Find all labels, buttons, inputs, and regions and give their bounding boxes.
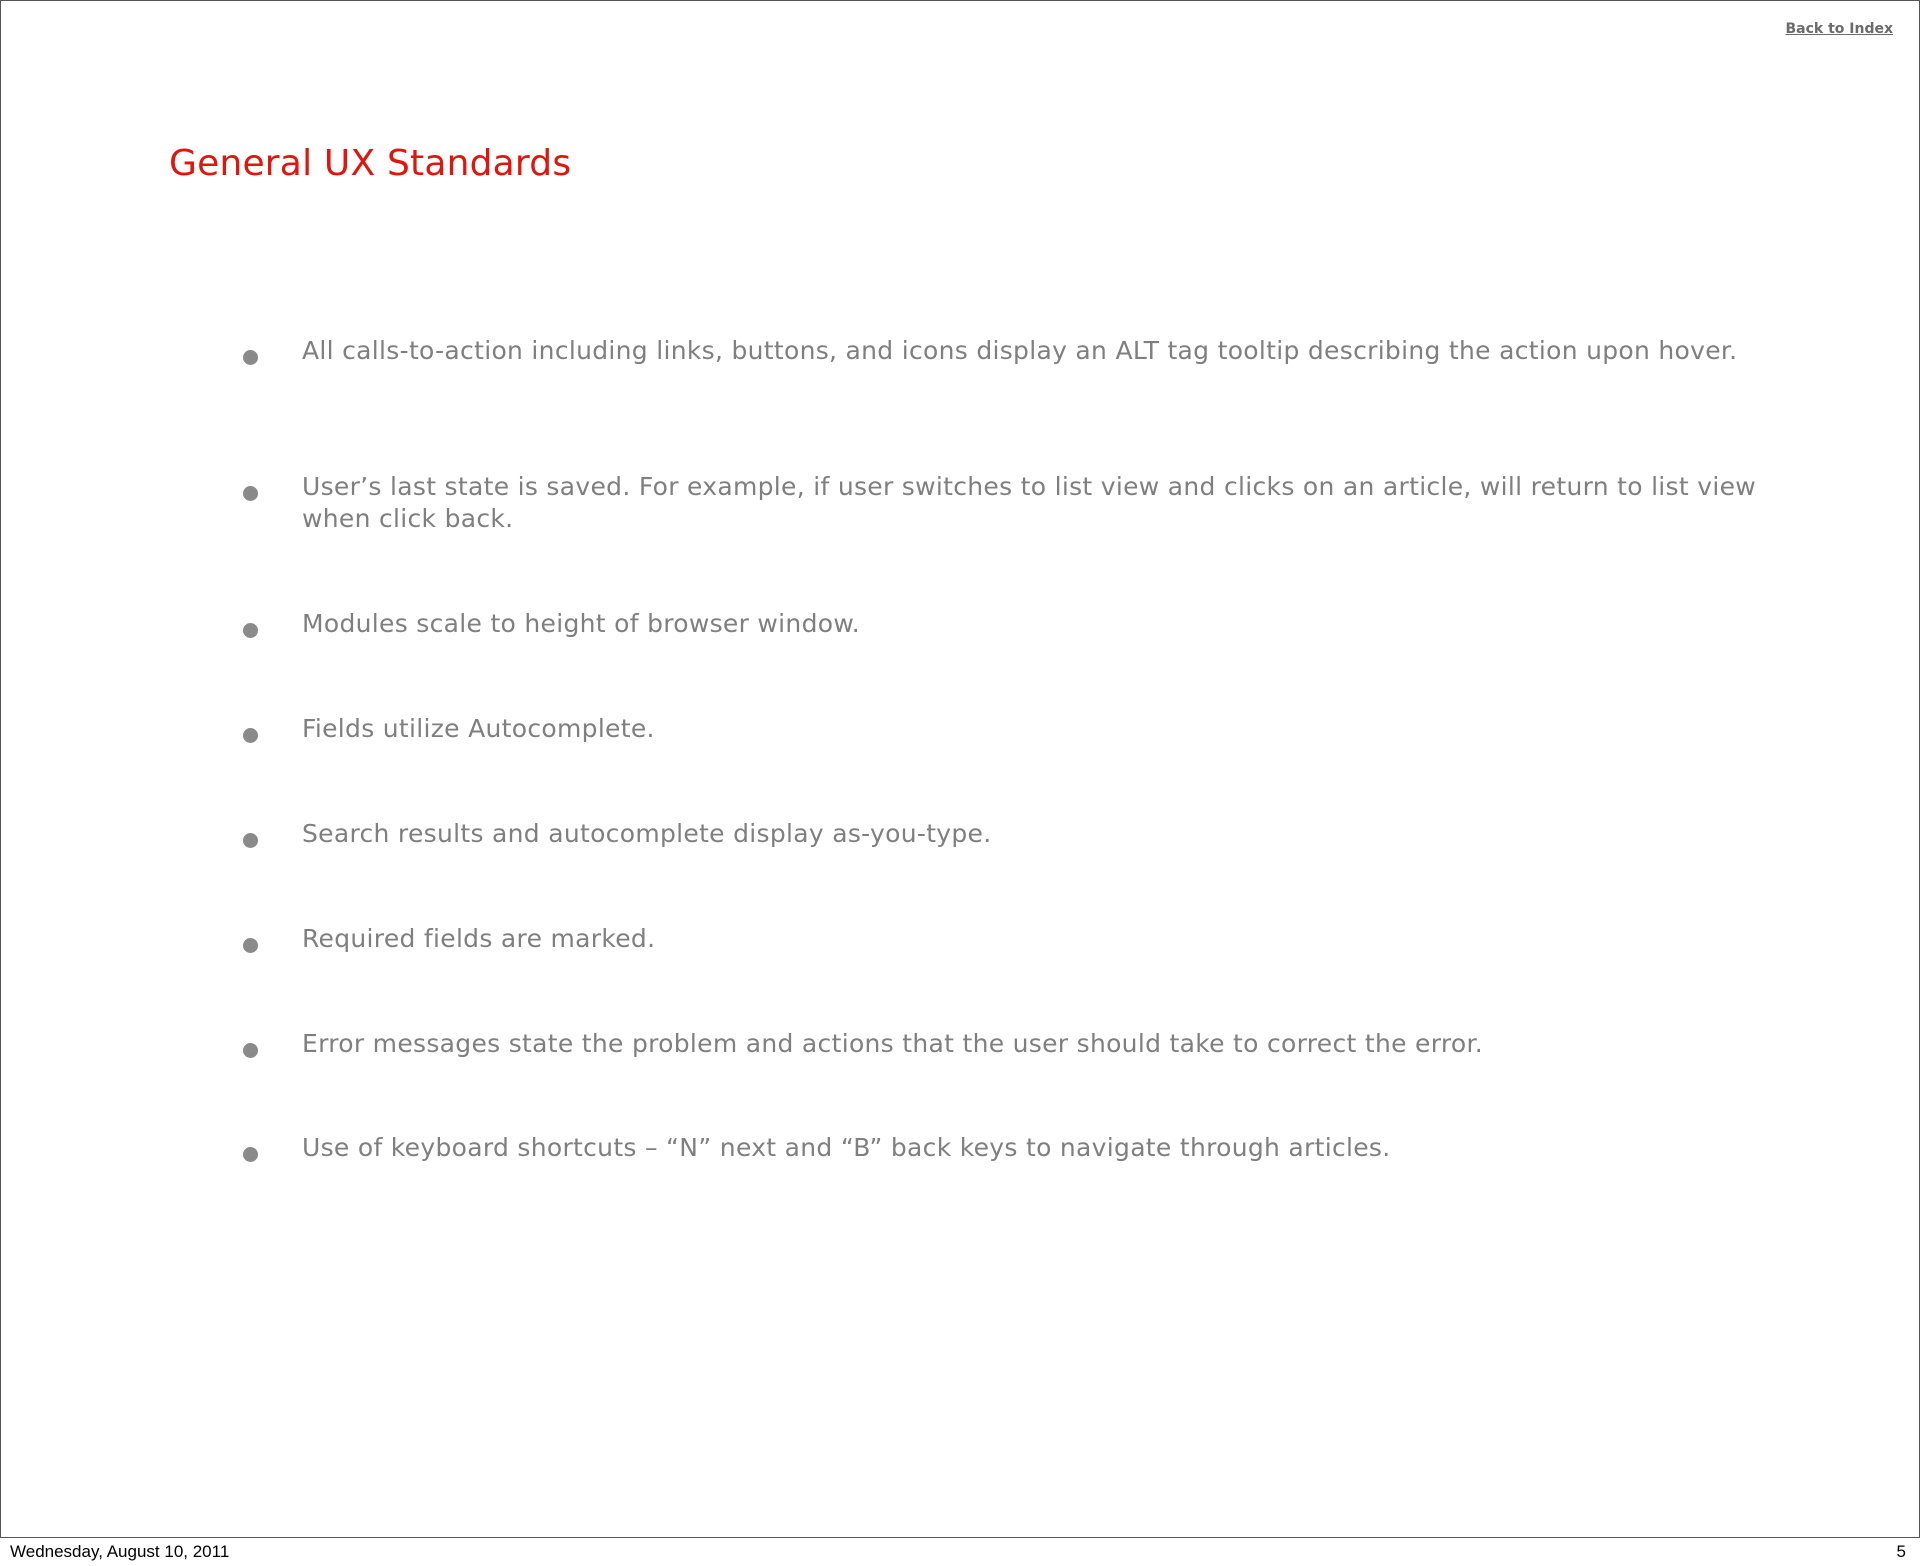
footer-date: Wednesday, August 10, 2011: [10, 1542, 230, 1561]
bullet-dot-icon: [243, 1043, 258, 1058]
bullet-text: Modules scale to height of browser window.: [302, 609, 861, 638]
bullet-text: Fields utilize Autocomplete.: [302, 714, 655, 743]
page-title: General UX Standards: [169, 143, 572, 184]
list-item: [241, 608, 1761, 640]
bullet-dot-icon: [243, 938, 258, 953]
bullet-text: Required fields are marked.: [302, 924, 656, 953]
bullet-text: All calls-to-action including links, buttons, and icons display an ALT tag tooltip describing the action upon hover.: [302, 336, 1738, 365]
list-item: [241, 335, 1761, 367]
bullet-dot-icon: [243, 1147, 258, 1162]
bullet-dot-icon: [243, 833, 258, 848]
bullet-dot-icon: [243, 486, 258, 501]
bullet-text: Search results and autocomplete display as-you-type.: [302, 819, 992, 848]
back-to-index-link[interactable]: Back to Index: [1785, 21, 1893, 37]
list-item: [241, 713, 1761, 745]
list-item: [241, 471, 1761, 535]
bullet-dot-icon: [243, 728, 258, 743]
bullet-text: Use of keyboard shortcuts – “N” next and “B” back keys to navigate through articles.: [302, 1133, 1391, 1162]
bullet-dot-icon: [243, 350, 258, 365]
bullet-text: User’s last state is saved. For example, if user switches to list view and clicks on an article, will return to list view when click back.: [302, 472, 1756, 533]
page-number: 5: [1896, 1542, 1906, 1561]
bullet-dot-icon: [243, 623, 258, 638]
list-item: [241, 818, 1761, 850]
footer: [0, 1538, 1920, 1566]
bullet-text: Error messages state the problem and actions that the user should take to correct the error.: [302, 1029, 1484, 1058]
list-item: [241, 1132, 1761, 1164]
list-item: [241, 1028, 1761, 1060]
list-item: [241, 923, 1761, 955]
